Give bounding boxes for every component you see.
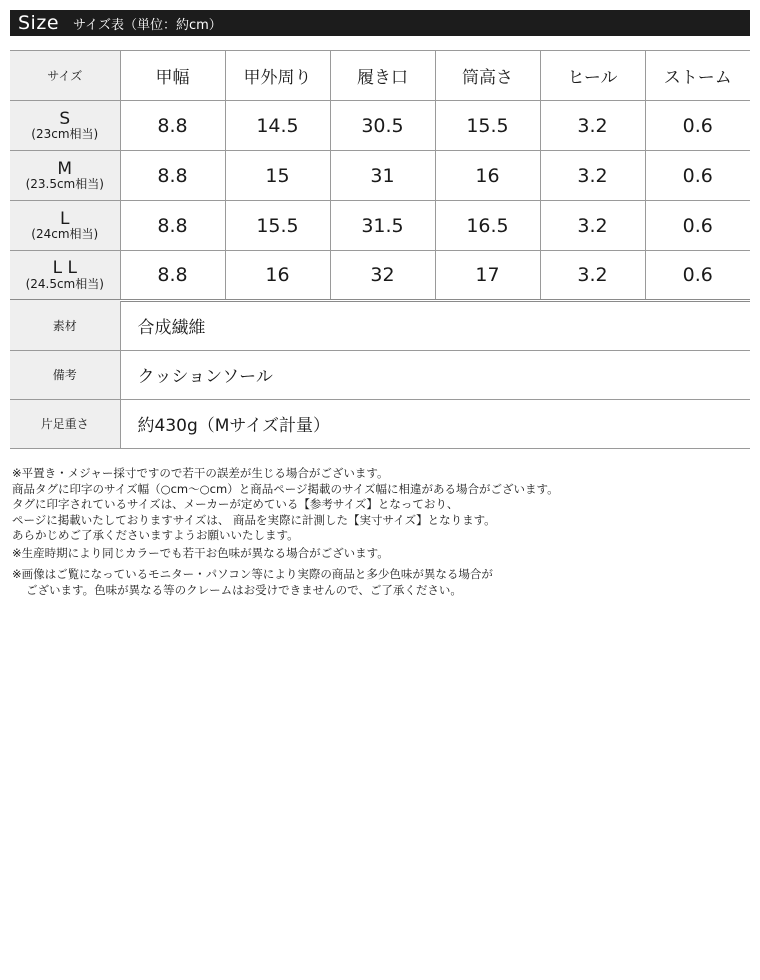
size-name: L	[60, 208, 70, 229]
size-table	[10, 50, 750, 302]
size-equivalent: (23.5cm相当)	[25, 177, 104, 192]
table-cell: 3.2	[540, 201, 645, 251]
table-cell: 14.5	[225, 101, 330, 151]
note-line: タグに印字されているサイズは、メーカーが定めている【参考サイズ】となっており、	[12, 497, 459, 511]
size-header-bar	[10, 10, 750, 36]
column-header: ストーム	[645, 51, 750, 101]
info-label: 片足重さ	[10, 399, 120, 448]
info-row	[10, 350, 750, 399]
table-cell: 0.6	[645, 251, 750, 301]
info-value: 約430g（Mサイズ計量）	[120, 399, 750, 448]
column-header: 甲外周り	[225, 51, 330, 101]
column-header: 甲幅	[120, 51, 225, 101]
table-row	[10, 151, 750, 201]
table-cell: 3.2	[540, 101, 645, 151]
note-line: あらかじめご了承くださいますようお願いいたします。	[12, 528, 299, 542]
table-row	[10, 251, 750, 301]
note-line: 商品タグに印字のサイズ幅（○cm〜○cm）と商品ページ掲載のサイズ幅に相違がある場合がございます。	[12, 481, 559, 496]
notes-section	[12, 466, 752, 598]
note-line: ※平置き・メジャー採寸ですので若干の誤差が生じる場合がございます。	[12, 466, 389, 480]
table-row	[10, 201, 750, 251]
table-cell: 31	[330, 151, 435, 201]
size-column-header: サイズ	[10, 51, 120, 101]
table-cell: 8.8	[120, 151, 225, 201]
table-cell: 15.5	[435, 101, 540, 151]
table-cell: 32	[330, 251, 435, 301]
size-name: M	[57, 158, 73, 179]
size-equivalent: (24.5cm相当)	[25, 276, 104, 291]
table-cell: 17	[435, 251, 540, 301]
table-cell: 0.6	[645, 201, 750, 251]
size-label-cell	[10, 101, 120, 151]
size-table-header-row	[10, 51, 750, 101]
header-subtitle: サイズ表（単位：約cm）	[73, 17, 222, 33]
table-cell: 15	[225, 151, 330, 201]
info-label: 備考	[10, 350, 120, 399]
info-value: 合成繊維	[120, 301, 750, 350]
note-line: ページに掲載いたしておりますサイズは、 商品を実際に計測した【実寸サイズ】となります。	[12, 512, 496, 527]
size-equivalent: (23cm相当)	[31, 127, 99, 142]
size-equivalent: (24cm相当)	[31, 227, 99, 242]
size-label-cell	[10, 201, 120, 251]
table-cell: 16.5	[435, 201, 540, 251]
note-line: ございます。色味が異なる等のクレームはお受けできませんので、ご了承ください。	[26, 582, 462, 597]
info-label: 素材	[10, 301, 120, 350]
table-cell: 31.5	[330, 201, 435, 251]
table-cell: 16	[225, 251, 330, 301]
column-header: 履き口	[330, 51, 435, 101]
info-row	[10, 301, 750, 350]
size-label-cell	[10, 151, 120, 201]
table-cell: 3.2	[540, 251, 645, 301]
product-info-table	[10, 301, 750, 449]
table-cell: 8.8	[120, 101, 225, 151]
table-cell: 8.8	[120, 201, 225, 251]
header-title: Size	[18, 12, 60, 34]
table-cell: 30.5	[330, 101, 435, 151]
column-header: 筒高さ	[435, 51, 540, 101]
table-cell: 3.2	[540, 151, 645, 201]
size-label-cell	[10, 251, 120, 301]
table-cell: 15.5	[225, 201, 330, 251]
note-line: ※生産時期により同じカラーでも若干お色味が異なる場合がございます。	[12, 545, 389, 560]
size-name: L L	[52, 258, 77, 279]
info-row	[10, 399, 750, 448]
note-line: ※画像はご覧になっているモニター・パソコン等により実際の商品と多少色味が異なる場合が	[12, 567, 493, 581]
table-cell: 16	[435, 151, 540, 201]
table-cell: 0.6	[645, 151, 750, 201]
info-value: クッションソール	[120, 350, 750, 399]
size-name: S	[59, 108, 71, 129]
table-cell: 8.8	[120, 251, 225, 301]
table-cell: 0.6	[645, 101, 750, 151]
table-row	[10, 101, 750, 151]
column-header: ヒール	[540, 51, 645, 101]
